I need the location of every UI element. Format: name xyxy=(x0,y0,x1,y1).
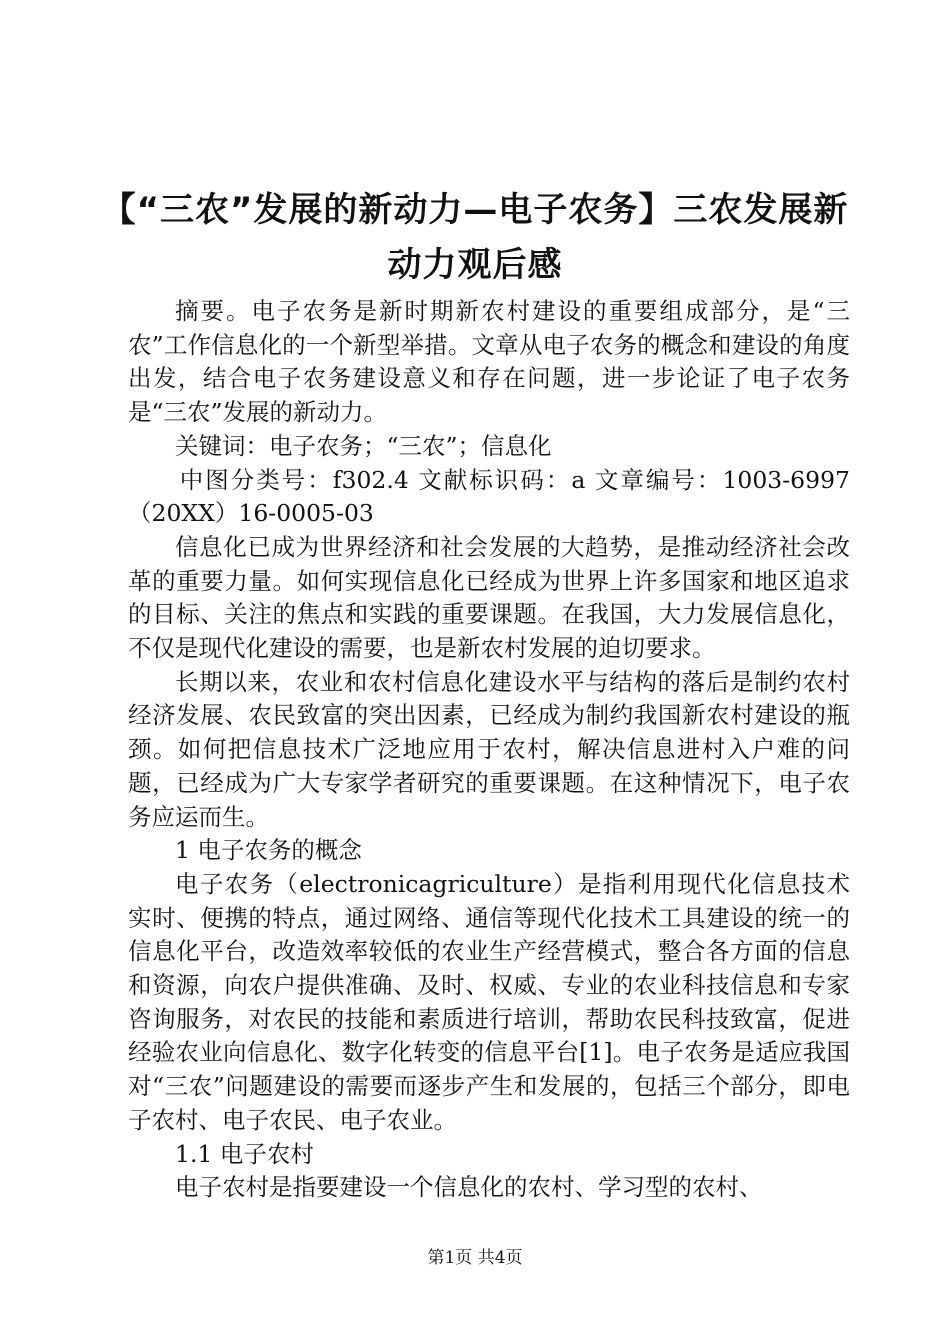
body-paragraph: 电子农村是指要建设一个信息化的农村、学习型的农村、 xyxy=(175,1173,763,1202)
classification-paragraph: 中图分类号：f302.4 文献标识码：a 文章编号：1003-6997（20XX）16-0005-03 xyxy=(128,465,850,528)
body-paragraph: 信息化已成为世界经济和社会发展的大趋势，是推动经济社会改革的重要力量。如何实现信息化已经成为世界上许多国家和地区追求的目标、关注的焦点和实践的重要课题。在我国，大力发展信息化，不仅是现代化建设的需要，也是新农村发展的迫切要求。 xyxy=(128,532,850,663)
subsection-heading: 1.1 电子农村 xyxy=(175,1139,314,1168)
body-paragraph: 电子农务（electronicagriculture）是指利用现代化信息技术实时、便携的特点，通过网络、通信等现代化技术工具建设的统一的信息化平台，改造效率较低的农业生产经营模式，整合各方面的信息和资源，向农户提供准确、及时、权威、专业的农业科技信息和专家咨询服务，对农民的技能和素质进行培训，帮助农民科技致富，促进经验农业向信息化、数字化转变的信息平台[1]。电子农务是适应我国对“三农”问题建设的需要而逐步产生和发展的，包括三个部分，即电子农村、电子农民、电子农业。 xyxy=(128,869,850,1134)
body-paragraph: 长期以来，农业和农村信息化建设水平与结构的落后是制约农村经济发展、农民致富的突出因素，已经成为制约我国新农村建设的瓶颈。如何把信息技术广泛地应用于农村，解决信息进村入户难的问题，已经成为广大专家学者研究的重要课题。在这种情况下，电子农务应运而生。 xyxy=(128,667,850,831)
document-body xyxy=(128,295,850,1205)
document-title: 【“三农”发展的新动力—电子农务】三农发展新动力观后感 xyxy=(101,190,849,285)
keywords-paragraph: 关键词：电子农务；“三农”；信息化 xyxy=(175,431,552,460)
page-number-footer: 第1页 共4页 xyxy=(427,1248,523,1268)
section-heading: 1 电子农务的概念 xyxy=(175,836,362,865)
abstract-paragraph: 摘要。电子农务是新时期新农村建设的重要组成部分，是“三农”工作信息化的一个新型举措。文章从电子农务的概念和建设的角度出发，结合电子农务建设意义和存在问题，进一步论证了电子农务是“三农”发展的新动力。 xyxy=(128,297,850,427)
